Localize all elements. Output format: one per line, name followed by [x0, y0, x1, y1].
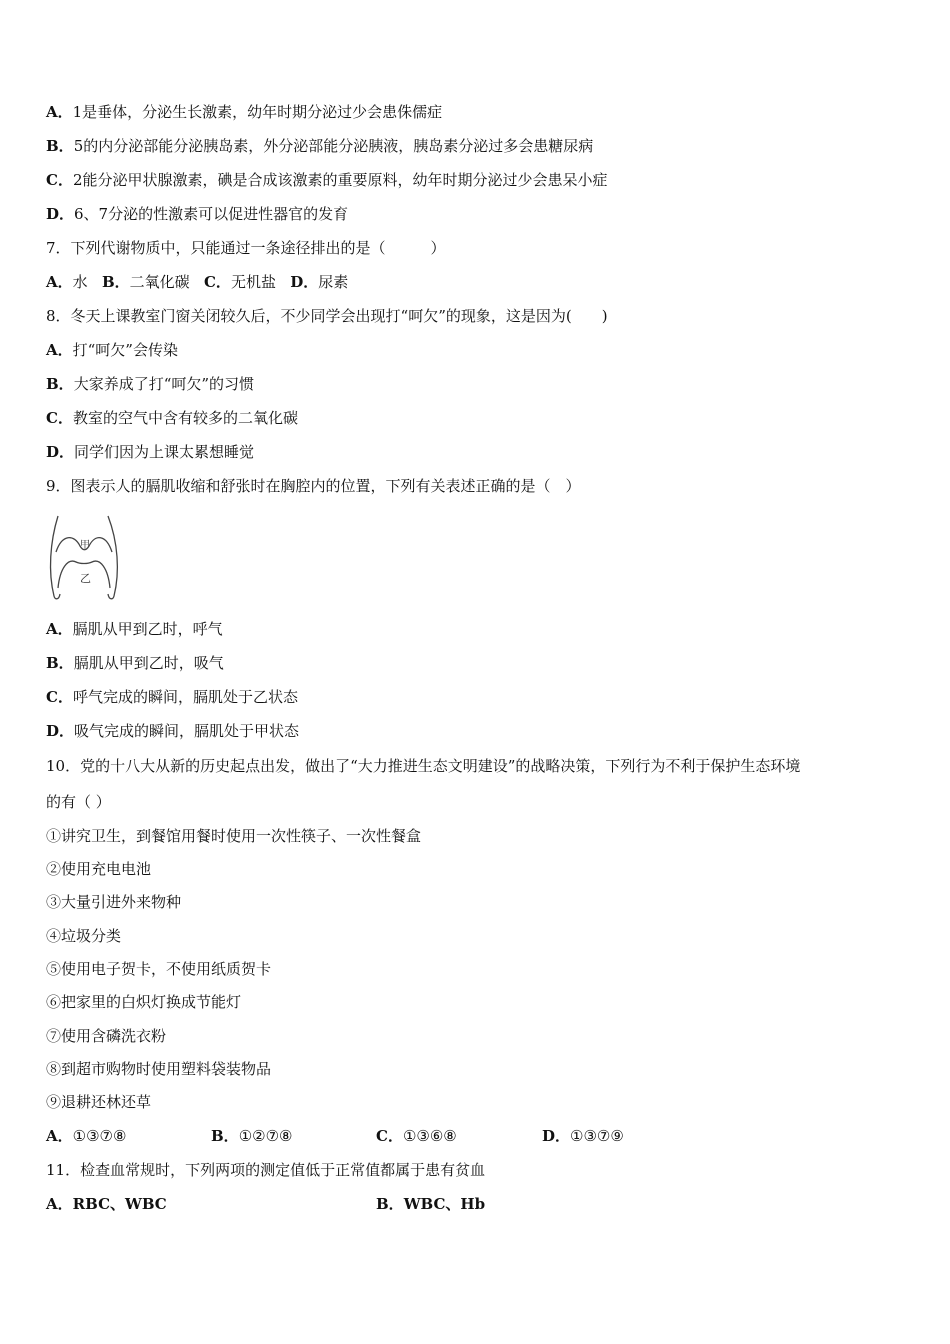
q10-option-c: C．①③⑥⑧ [376, 1127, 457, 1145]
q6-option-c: C．2能分泌甲状腺激素，碘是合成该激素的重要原料，幼年时期分泌过少会患呆小症 [46, 171, 608, 189]
q9-option-d: D．吸气完成的瞬间，膈肌处于甲状态 [46, 722, 300, 740]
q10-item-8: ⑧到超市购物时使用塑料袋装物品 [46, 1060, 272, 1078]
q9-stem: 9．图表示人的膈肌收缩和舒张时在胸腔内的位置，下列有关表述正确的是（ ） [46, 477, 581, 495]
q10-item-2: ②使用充电电池 [46, 860, 152, 878]
q10-item-1: ①讲究卫生，到餐馆用餐时使用一次性筷子、一次性餐盒 [46, 827, 422, 845]
q8-option-c: C．教室的空气中含有较多的二氧化碳 [46, 409, 298, 427]
q8-option-d: D．同学们因为上课太累想睡觉 [46, 443, 255, 461]
q10-option-d: D．①③⑦⑨ [542, 1127, 624, 1145]
q7-stem: 7．下列代谢物质中，只能通过一条途径排出的是（ ） [46, 239, 446, 257]
q11-option-a: A．RBC、WBC [46, 1195, 167, 1213]
q8-option-b: B．大家养成了打“呵欠”的习惯 [46, 375, 255, 393]
q6-option-b: B．5的内分泌部能分泌胰岛素，外分泌部能分泌胰液，胰岛素分泌过多会患糖尿病 [46, 137, 594, 155]
q9-option-a: A．膈肌从甲到乙时，呼气 [46, 620, 223, 638]
q6-option-a: A．1是垂体，分泌生长激素，幼年时期分泌过少会患侏儒症 [46, 103, 443, 121]
q10-item-7: ⑦使用含磷洗衣粉 [46, 1027, 167, 1045]
diaphragm-figure [46, 512, 126, 604]
q11-options [46, 1194, 906, 1214]
q11-stem: 11．检查血常规时，下列两项的测定值低于正常值都属于患有贫血 [46, 1161, 486, 1179]
q10-item-5: ⑤使用电子贺卡，不使用纸质贺卡 [46, 960, 272, 978]
q8-option-a: A．打“呵欠”会传染 [46, 341, 178, 359]
q10-options [46, 1126, 906, 1146]
q10-stem-line1: 10．党的十八大从新的历史起点出发，做出了“大力推进生态文明建设”的战略决策，下列行为不利于保护生态环境 [46, 757, 801, 775]
q9-option-c: C．呼气完成的瞬间，膈肌处于乙状态 [46, 688, 298, 706]
label-jia: 甲 [80, 540, 90, 551]
q10-item-9: ⑨退耕还林还草 [46, 1093, 152, 1111]
label-yi: 乙 [80, 572, 91, 585]
q10-item-4: ④垃圾分类 [46, 927, 122, 945]
q6-option-d: D．6、7分泌的性激素可以促进性器官的发育 [46, 205, 349, 223]
q10-item-3: ③大量引进外来物种 [46, 893, 182, 911]
q10-stem-line2: 的有（ ） [46, 793, 111, 811]
q7-options: A．水 B．二氧化碳 C．无机盐 D．尿素 [46, 273, 349, 291]
q8-stem: 8．冬天上课教室门窗关闭较久后，不少同学会出现打“呵欠”的现象，这是因为( ) [46, 307, 608, 325]
q11-option-b: B．WBC、Hb [376, 1195, 486, 1213]
q10-option-b: B．①②⑦⑧ [211, 1127, 293, 1145]
q9-option-b: B．膈肌从甲到乙时，吸气 [46, 654, 224, 672]
q10-option-a: A．①③⑦⑧ [46, 1127, 127, 1145]
q10-item-6: ⑥把家里的白炽灯换成节能灯 [46, 993, 242, 1011]
